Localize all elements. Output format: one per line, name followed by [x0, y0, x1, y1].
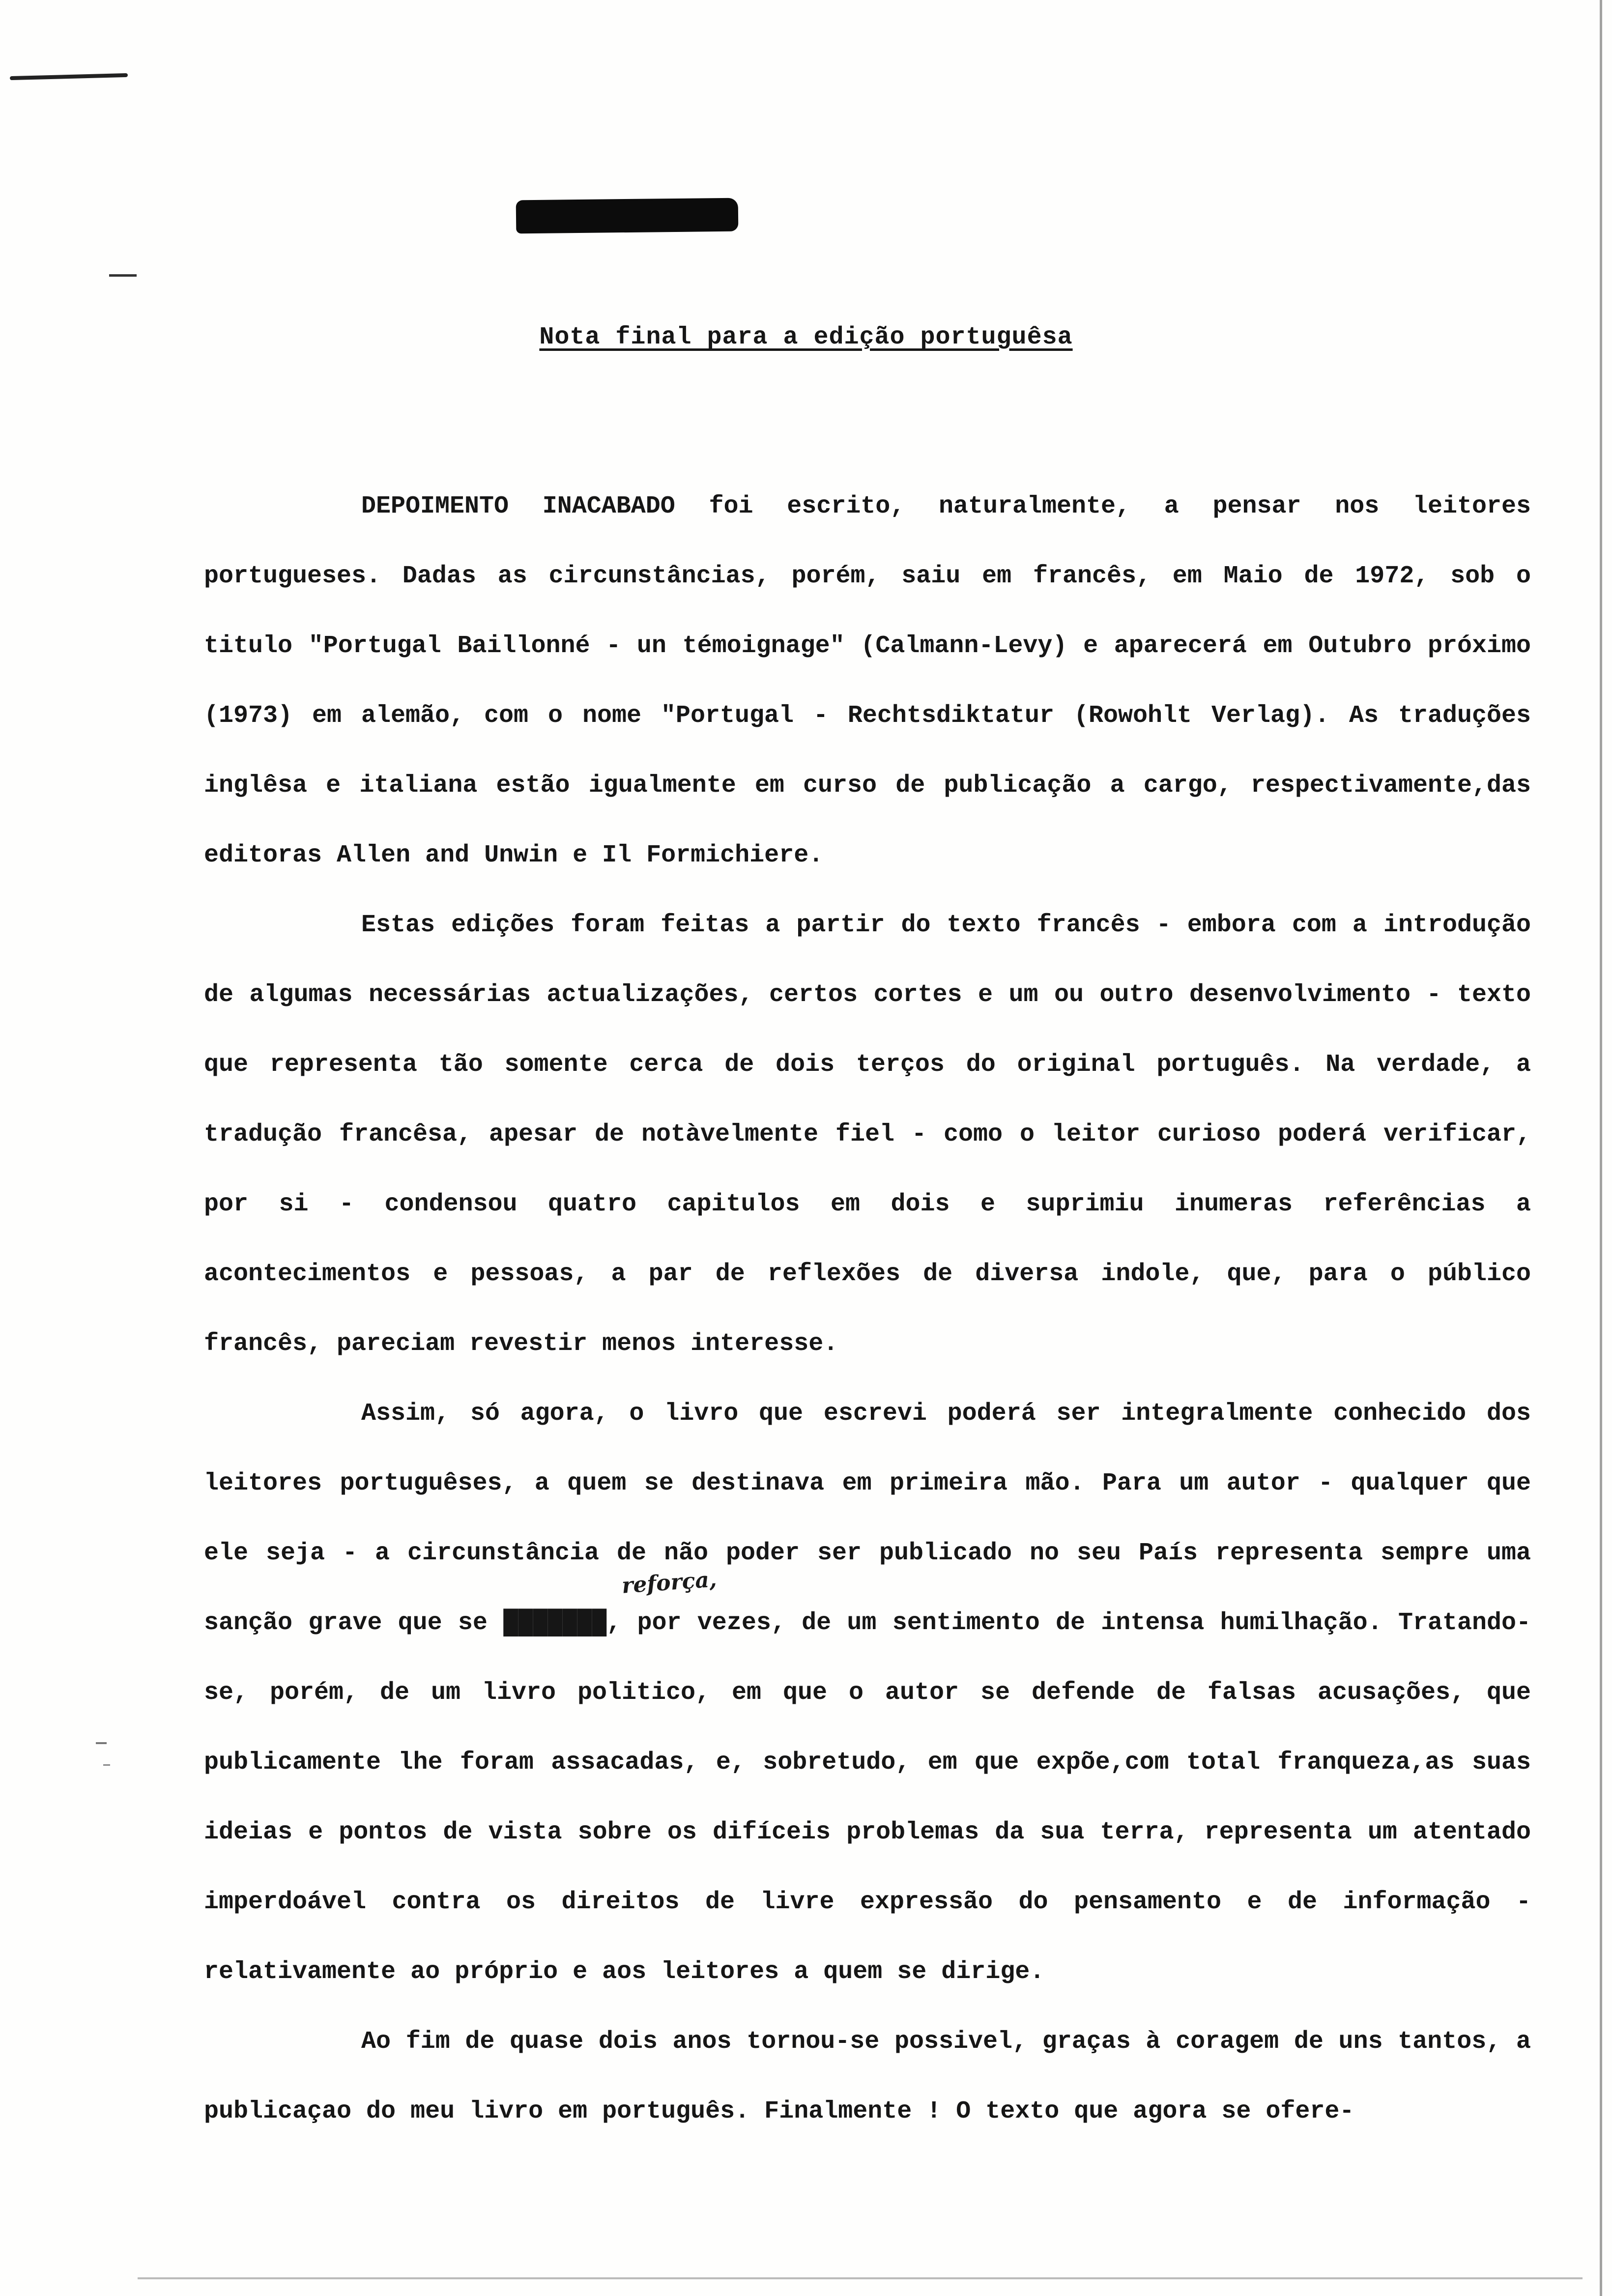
- scan-edge-mark: [10, 73, 128, 80]
- paragraph-3: Assim, só agora, o livro que escrevi poderá ser integralmente conhecido dos leitores portuguêses, a quem se destinava em primeira mão. Para um autor - qualquer que ele seja - a circunstância de não poder ser publicado no seu País representa sempre uma sanção grave que se ███████, por vezes, de um sentimento de intensa humilhação. Tratando-se, porém, de um livro politico, em que o autor se defende de falsas acusações, que publicamente lhe foram assacadas, e, sobretudo, em que expõe,com total franqueza,as suas ideias e pontos de vista sobre os difíceis problemas da sua terra, representa um atentado imperdoável contra os direitos de livre expressão do pensamento e de informação - relativamente ao próprio e aos leitores a quem se dirige.: [204, 1400, 1531, 1986]
- handwritten-correction: reforça,: [621, 1567, 718, 1599]
- page-bottom-edge: [138, 2277, 1583, 2279]
- document-body: [204, 472, 1531, 2147]
- paragraph-2: Estas edições foram feitas a partir do texto francês - embora com a introdução de algumas necessárias actualizações, certos cortes e um ou outro desenvolvimento - texto que representa tão somente cerca de dois terços do original português. Na verdade, a tradução francêsa, apesar de notàvelmente fiel - como o leitor curioso poderá verificar, por si - condensou quatro capitulos em dois e suprimiu inumeras referências a acontecimentos e pessoas, a par de reflexões de diversa indole, que, para o público francês, pareciam revestir menos interesse.: [204, 911, 1531, 1358]
- paragraph-4: Ao fim de quase dois anos tornou-se possivel, graças à coragem de uns tantos, a publicaçao do meu livro em português. Finalmente ! O texto que agora se ofere-: [204, 2028, 1531, 2125]
- document-title: Nota final para a edição portuguêsa: [539, 323, 1073, 351]
- scan-edge-mark: [96, 1742, 107, 1744]
- redaction-block: [516, 198, 739, 234]
- paragraph-1: DEPOIMENTO INACABADO foi escrito, naturalmente, a pensar nos leitores portugueses. Dadas as circunstâncias, porém, saiu em francês, em Maio de 1972, sob o titulo "Portugal Baillonné - un témoignage" (Calmann-Levy) e aparecerá em Outubro próximo (1973) em alemão, com o nome "Portugal - Rechtsdiktatur (Rowohlt Verlag). As traduções inglêsa e italiana estão igualmente em curso de publicação a cargo, respectivamente,das editoras Allen and Unwin e Il Formichiere.: [204, 492, 1531, 869]
- scan-edge-mark: [109, 274, 137, 277]
- scan-edge-mark: [103, 1764, 110, 1766]
